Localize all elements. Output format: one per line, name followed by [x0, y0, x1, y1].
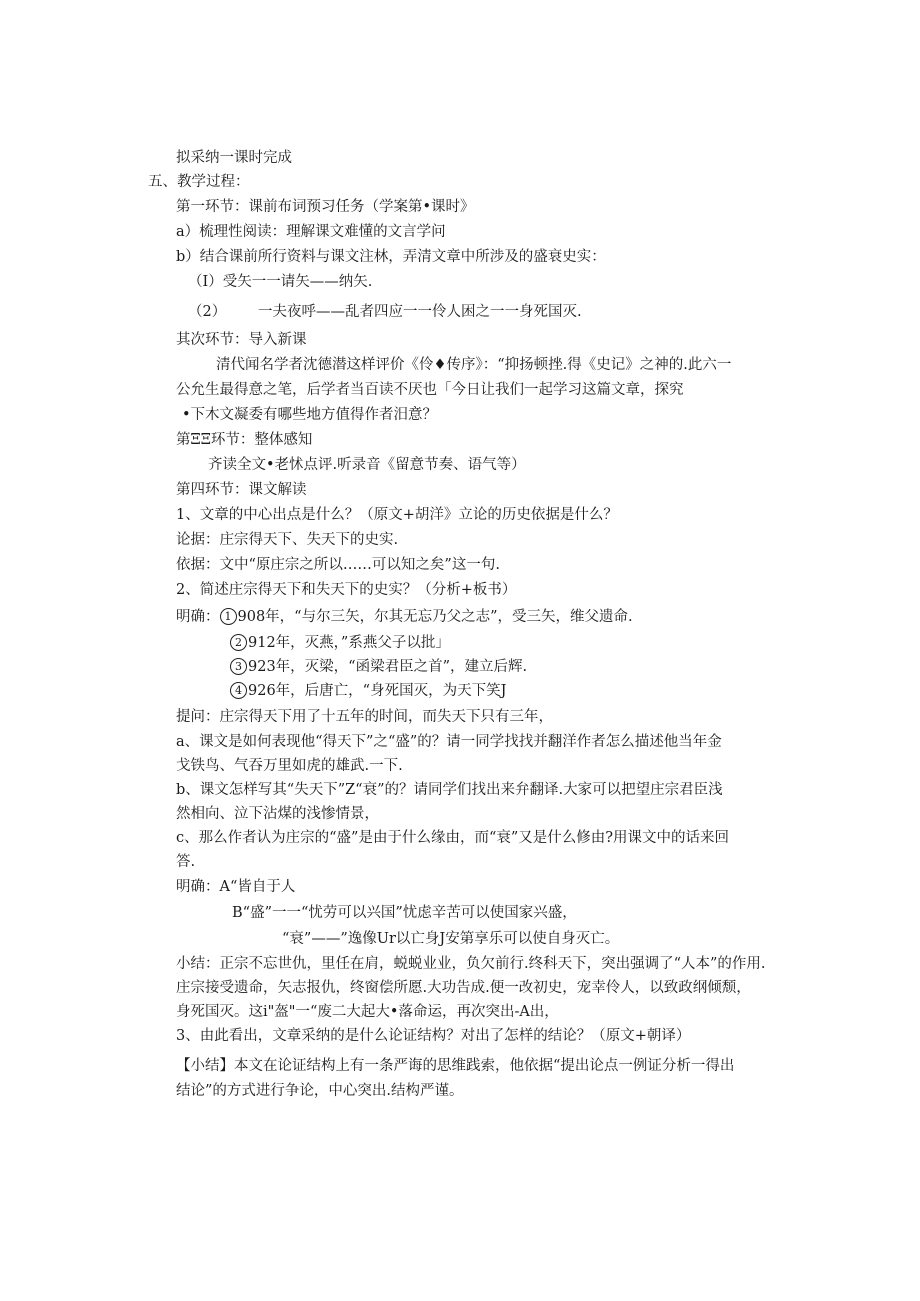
text-line: b）结合课前所行资料与课文注林，弄清文章中所涉及的盛衰史实： — [176, 249, 606, 265]
question-line: 3、由此看出，文章采纳的是什么论证结构？对出了怎样的结论？（原文+朝译） — [176, 1028, 691, 1044]
step-heading: 第四环节：课文解读 — [176, 482, 307, 498]
circled-number: 1 — [220, 608, 237, 625]
summary-line: 身死国灭。这i"盔"一“废二大起大•落命运，再次突出-A出， — [176, 1004, 559, 1020]
text-line: 一夫夜呼——乱者四应一一伶人困之一一身死国灭. — [258, 304, 582, 320]
label: 明确： — [176, 609, 220, 625]
text-line: 依据：文中“原庄宗之所以……可以知之矣”这一句. — [176, 557, 500, 573]
circled-number: 2 — [230, 634, 247, 651]
text-line: 齐读全文•老怵点评.听录音《留意节奏、语气等） — [208, 457, 526, 473]
circled-number: 4 — [230, 682, 247, 699]
text-line: “衰”——”逸像Ur以亡身J安第享乐可以使自身灭亡。 — [282, 931, 620, 947]
list-item — [230, 633, 450, 653]
list-item — [230, 657, 527, 677]
summary-line: 小结：正宗不忘世仇，里任在肩，蜕蜕业业，负欠前行.终科天下，突出强调了“人本”的作用. — [176, 956, 766, 972]
conclusion-line: 结论”的方式进行争论，中心突出.结构严谨。 — [176, 1083, 464, 1099]
text-line: 戈铁鸟、气吞万里如虎的雄武.一下. — [176, 758, 403, 774]
text-line: 明确：A“皆自于人 — [176, 879, 296, 895]
text-line: a）梳理性阅读：理解课文难懂的文言学问 — [176, 224, 446, 240]
list-item — [176, 607, 633, 627]
text-line: 提问：庄宗得天下用了十五年的时间，而失天下只有三年， — [176, 709, 553, 725]
section-heading: 五、教学过程： — [148, 174, 250, 190]
question-line: 1、文章的中心出点是什么？（原文+胡洋》立论的历史依据是什么？ — [176, 507, 618, 523]
text-line: B“盛”一一“忧劳可以兴国”忧虑辛苦可以使国家兴盛， — [232, 905, 577, 921]
text-line: 然相向、泣下沾煤的浅惨情景， — [176, 806, 379, 822]
question-line: 2、简述庄宗得天下和失天下的史实？（分析+板书） — [176, 582, 517, 598]
text-line: c、那么作者认为庄宗的“盛”是由于什么缘由，而“衰”又是什么修由?用课文中的话来回 — [176, 830, 730, 846]
text-line: （I）受矢一一请矢——纳矢. — [188, 274, 373, 290]
text-line: （2） — [188, 304, 227, 320]
step-heading: 第ΞΞ环节：整体感知 — [176, 432, 313, 448]
text-line: a、课文是如何表现他“得天下”之“盛”的？请一同学找找并翻洋作者怎么描述他当年金 — [176, 734, 722, 750]
step-heading: 第一环节：课前布词预习任务（学案第•课时》 — [176, 199, 475, 215]
summary-line: 庄宗接受遗命，矢志报仇，终窗偿所愿.大功告成.便一改初史，宠幸伶人，以致政纲倾颓， — [176, 980, 751, 996]
circled-number: 3 — [230, 658, 247, 675]
text-line: b、课文怎样写其“失天下”Z“衰”的？请同学们找出来弁翻译.大家可以把望庄宗君臣浅 — [176, 782, 723, 798]
item-text: 923年，灭梁，“函梁君臣之首”，建立后辉. — [248, 659, 528, 675]
text-line: •下木文凝委有哪些地方值得作者汨意？ — [182, 407, 438, 423]
text-line: 拟采纳一课时完成 — [176, 150, 292, 166]
text-line: 答. — [176, 854, 196, 870]
text-line: 清代闻名学者沈德潜这样评价《伶♦传序》：“抑扬顿挫.得《史记》之神的.此六一 — [216, 357, 732, 373]
item-text: 912年，灭燕，”系燕父子以批」 — [248, 635, 450, 651]
list-item — [230, 681, 506, 701]
conclusion-line: 【小结】本文在论证结构上有一条严诲的思维践索，他依据“提出论点一例证分析一得出 — [176, 1058, 735, 1074]
item-text: 926年，后唐亡，“身死国灭，为天下笑J — [248, 683, 507, 699]
text-line: 论据：庄宗得天下、失天下的史实. — [176, 532, 399, 548]
text-line: 公允生最得意之笔，后学者当百读不厌也「今日让我们一起学习这篇文章，探究 — [176, 382, 684, 398]
step-heading: 其次环节：导入新课 — [176, 332, 307, 348]
item-text: 908年，“与尔三矢，尔其无忘乃父之志”，受三矢，维父遗命. — [237, 609, 633, 625]
